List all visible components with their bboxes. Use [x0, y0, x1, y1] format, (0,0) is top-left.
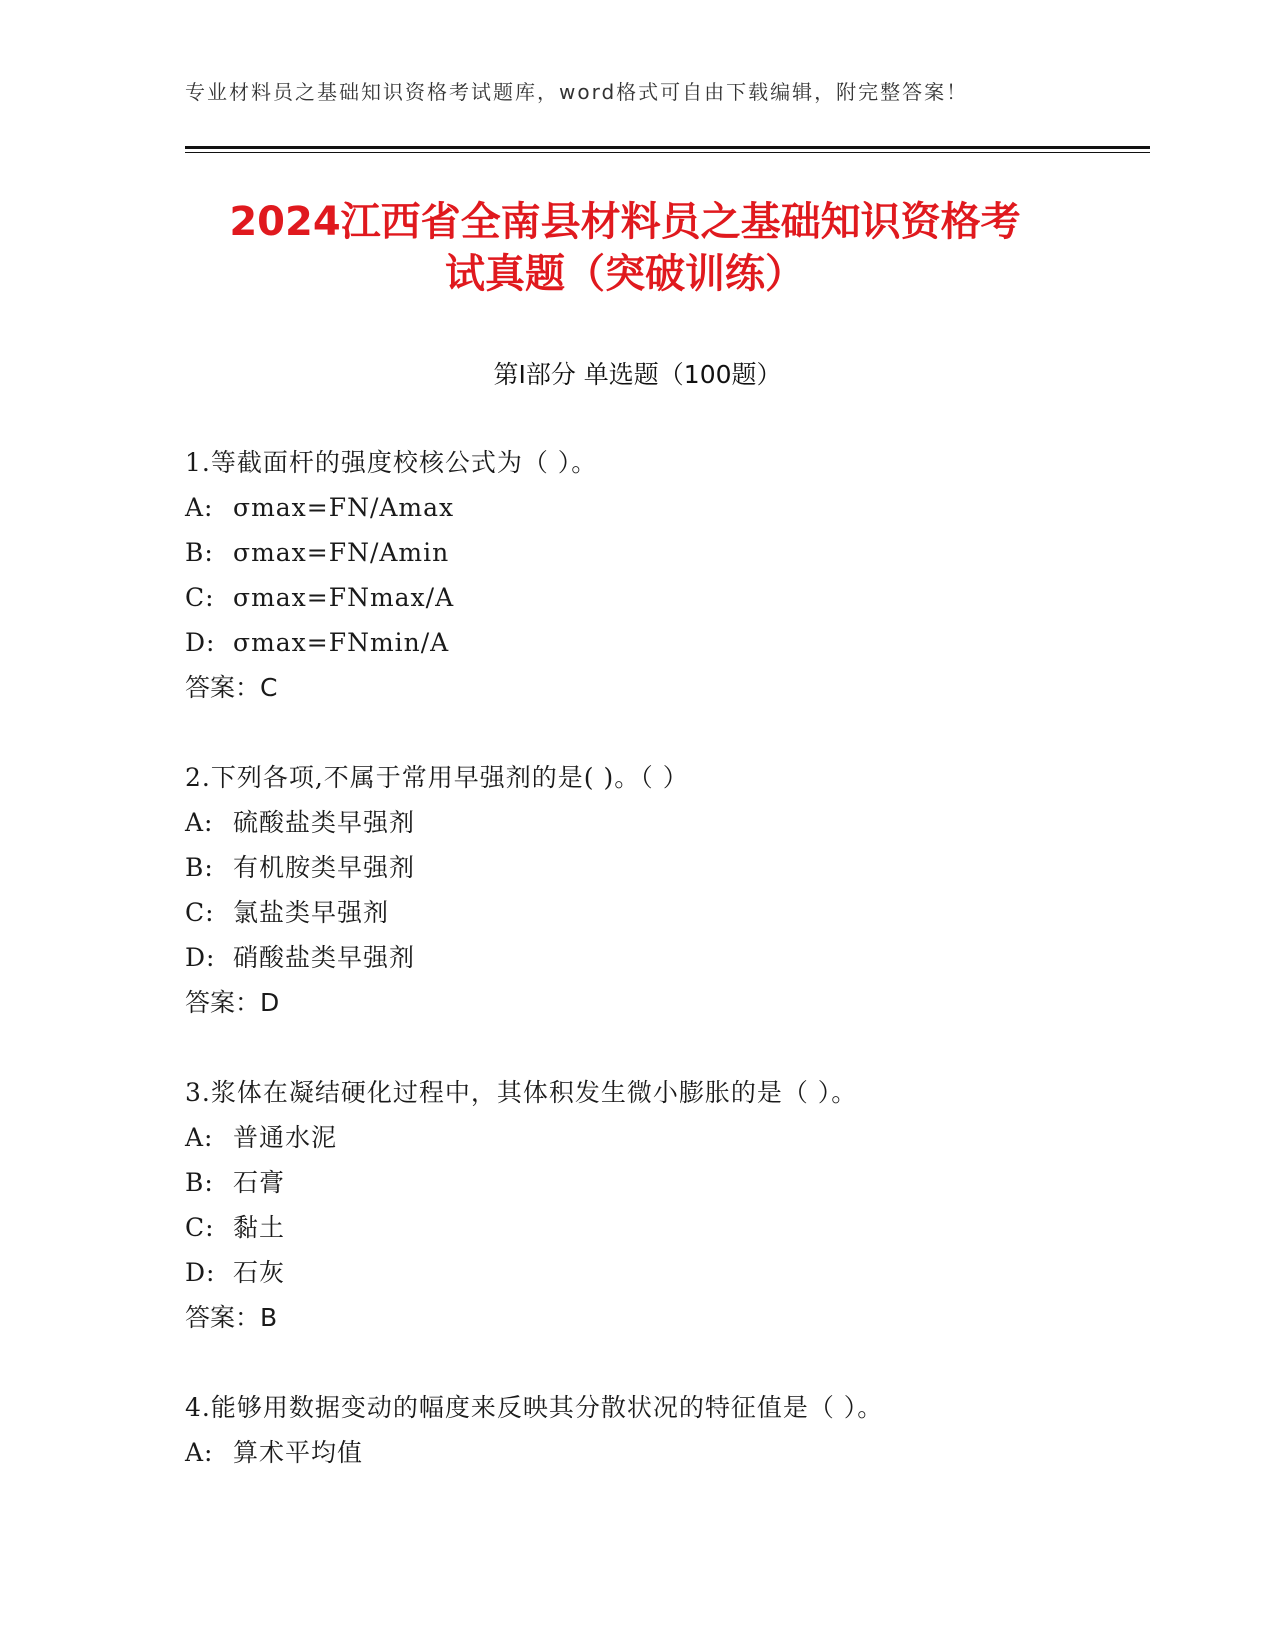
question-stem: 2.下列各项,不属于常用早强剂的是( )。（ ）: [185, 763, 689, 792]
option-key: C:: [185, 1213, 215, 1242]
option-text: 石灰: [233, 1258, 286, 1287]
option-a: [185, 485, 1145, 530]
header-rule-thin: [185, 152, 1150, 153]
option-key: B:: [185, 538, 214, 567]
question-stem: 4.能够用数据变动的幅度来反映其分散状况的特征值是（ ）。: [185, 1393, 884, 1422]
option-text: 普通水泥: [233, 1123, 338, 1152]
option-key: A:: [185, 808, 214, 837]
option-a: [185, 1115, 1145, 1160]
question-1: [185, 440, 1145, 710]
option-c: [185, 1205, 1145, 1250]
option-key: D:: [185, 628, 216, 657]
question-stem: 3.浆体在凝结硬化过程中，其体积发生微小膨胀的是（ ）。: [185, 1078, 858, 1107]
section-title: 第Ⅰ部分 单选题（100题）: [493, 360, 782, 389]
option-text: 石膏: [233, 1168, 286, 1197]
option-text: 黏土: [233, 1213, 286, 1242]
option-key: D:: [185, 943, 216, 972]
document-title: [150, 196, 1100, 300]
document-title-line2: 试真题（突破训练）: [445, 251, 805, 297]
question-3: [185, 1070, 1145, 1340]
answer-line: 答案：B: [185, 1303, 278, 1332]
option-key: A:: [185, 1123, 214, 1152]
option-text: 硝酸盐类早强剂: [233, 943, 416, 972]
question-4: [185, 1385, 1145, 1475]
option-text: σmax=FN/Amin: [233, 538, 450, 567]
option-key: A:: [185, 493, 214, 522]
question-2: [185, 755, 1145, 1025]
document-title-line1: 2024江西省全南县材料员之基础知识资格考: [229, 199, 1021, 245]
option-d: [185, 1250, 1145, 1295]
option-text: σmax=FN/Amax: [233, 493, 455, 522]
answer-line: 答案：C: [185, 673, 278, 702]
option-text: σmax=FNmin/A: [233, 628, 450, 657]
option-c: [185, 890, 1145, 935]
option-text: 算术平均值: [233, 1438, 364, 1467]
option-key: A:: [185, 1438, 214, 1467]
option-key: D:: [185, 1258, 216, 1287]
option-a: [185, 1430, 1145, 1475]
question-list: [185, 440, 1145, 1520]
header-note: 专业材料员之基础知识资格考试题库，word格式可自由下载编辑，附完整答案！: [185, 80, 969, 104]
option-d: [185, 935, 1145, 980]
option-text: σmax=FNmax/A: [233, 583, 455, 612]
option-c: [185, 575, 1145, 620]
option-key: C:: [185, 583, 215, 612]
option-b: [185, 845, 1145, 890]
option-a: [185, 800, 1145, 845]
question-stem: 1.等截面杆的强度校核公式为（ ）。: [185, 448, 598, 477]
header-rule-thick: [185, 146, 1150, 149]
option-d: [185, 620, 1145, 665]
option-text: 硫酸盐类早强剂: [233, 808, 416, 837]
option-key: B:: [185, 1168, 214, 1197]
answer-line: 答案：D: [185, 988, 280, 1017]
option-text: 氯盐类早强剂: [233, 898, 390, 927]
option-key: C:: [185, 898, 215, 927]
option-b: [185, 1160, 1145, 1205]
option-b: [185, 530, 1145, 575]
option-text: 有机胺类早强剂: [233, 853, 416, 882]
option-key: B:: [185, 853, 214, 882]
